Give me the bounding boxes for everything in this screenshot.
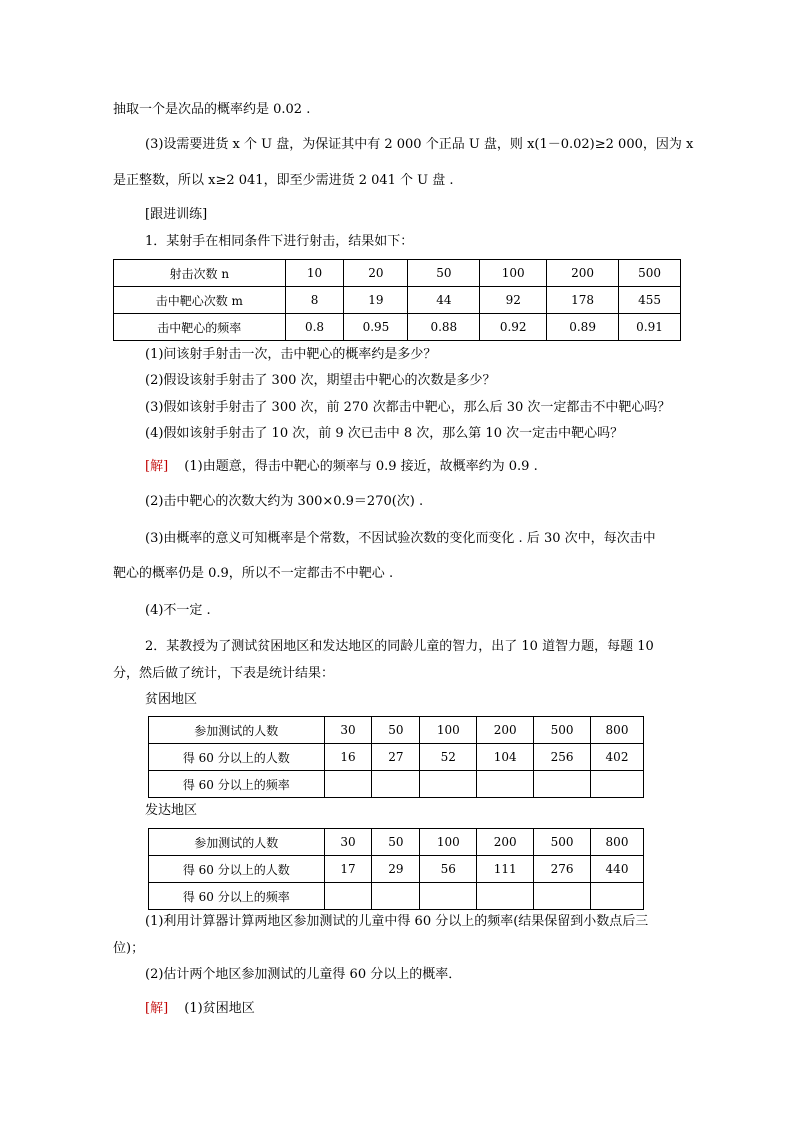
table-cell	[534, 771, 591, 798]
answer-tag: [解]	[145, 1001, 169, 1016]
table-cell	[324, 883, 372, 910]
table-cell: 800	[591, 717, 644, 744]
table-cell: 111	[477, 856, 534, 883]
table-cell	[420, 883, 477, 910]
table-cell	[534, 883, 591, 910]
table-cell: 500	[619, 260, 681, 287]
table-cell: 440	[591, 856, 644, 883]
table-cell	[372, 771, 420, 798]
table-cell	[477, 883, 534, 910]
question-1: (1)问该射手射击一次，击中靶心的概率约是多少？	[145, 347, 437, 362]
problem-2: 2．某教授为了测试贫困地区和发达地区的同龄儿童的智力，出了 10 道智力题，每题 10	[145, 639, 654, 654]
table-cell	[372, 883, 420, 910]
answer-tag: [解]	[145, 459, 169, 474]
table-cell	[420, 771, 477, 798]
question-3: (3)假如该射手射击了 300 次，前 270 次都击中靶心，那么后 30 次一定都击不中靶心吗？	[145, 400, 671, 415]
answer-text: (1)由题意，得击中靶心的频率与 0.9 接近，故概率约为 0.9 .	[184, 459, 538, 474]
row-header-cell: 得 60 分以上的频率	[149, 771, 325, 798]
table-row	[114, 260, 681, 287]
row-header-cell: 击中靶心次数 m	[114, 287, 286, 314]
table-cell: 200	[477, 717, 534, 744]
region-label-developed: 发达地区	[145, 803, 198, 818]
table-cell: 20	[344, 260, 408, 287]
table-cell: 19	[344, 287, 408, 314]
table-cell: 100	[480, 260, 547, 287]
question-4: (4)假如该射手射击了 10 次，前 9 次已击中 8 次，那么第 10 次一定击中靶心吗？	[145, 426, 624, 441]
question-2-1: (1)利用计算器计算两地区参加测试的儿童中得 60 分以上的频率(结果保留到小数点后三	[145, 914, 649, 929]
answer-last	[145, 1000, 255, 1018]
table-cell: 800	[591, 829, 644, 856]
answer-2: (2)击中靶心的次数大约为 300×0.9＝270(次) .	[145, 494, 424, 509]
table-cell: 50	[408, 260, 480, 287]
table-cell: 200	[547, 260, 619, 287]
problem-2-cont: 分，然后做了统计，下表是统计结果：	[113, 666, 335, 681]
region-label-poor: 贫困地区	[145, 692, 198, 707]
row-header-cell: 参加测试的人数	[149, 829, 325, 856]
shooting-table	[113, 259, 681, 341]
row-header-cell: 射击次数 n	[114, 260, 286, 287]
table-cell: 30	[324, 717, 372, 744]
table-row	[114, 314, 681, 341]
table-row	[149, 829, 644, 856]
table-cell: 8	[285, 287, 344, 314]
table-cell: 0.88	[408, 314, 480, 341]
table-cell: 0.92	[480, 314, 547, 341]
table-cell: 92	[480, 287, 547, 314]
table-cell: 56	[420, 856, 477, 883]
table-row	[149, 771, 644, 798]
table-cell: 100	[420, 717, 477, 744]
table-cell: 402	[591, 744, 644, 771]
answer-text: (1)贫困地区	[184, 1001, 255, 1016]
text-line: (3)设需要进货 x 个 U 盘，为保证其中有 2 000 个正品 U 盘，则 x(1－0.02)≥2 000，因为 x	[145, 137, 694, 152]
row-header-cell: 得 60 分以上的频率	[149, 883, 325, 910]
row-header-cell: 得 60 分以上的人数	[149, 856, 325, 883]
row-header-cell: 参加测试的人数	[149, 717, 325, 744]
table-cell: 0.8	[285, 314, 344, 341]
table-cell: 256	[534, 744, 591, 771]
table-cell	[324, 771, 372, 798]
poor-region-table	[148, 716, 644, 798]
table-cell: 0.89	[547, 314, 619, 341]
table-cell	[591, 771, 644, 798]
table-cell: 0.91	[619, 314, 681, 341]
table-cell: 0.95	[344, 314, 408, 341]
question-2: (2)假设该射手射击了 300 次，期望击中靶心的次数是多少？	[145, 373, 496, 388]
table-cell: 27	[372, 744, 420, 771]
table-cell: 44	[408, 287, 480, 314]
table-cell: 50	[372, 717, 420, 744]
table-cell: 104	[477, 744, 534, 771]
answer-3-cont: 靶心的概率仍是 0.9，所以不一定都击不中靶心 .	[113, 566, 394, 581]
table-row	[149, 717, 644, 744]
table-cell: 100	[420, 829, 477, 856]
table-cell	[591, 883, 644, 910]
question-2-1-cont: 位)；	[113, 941, 145, 956]
table-row	[149, 856, 644, 883]
table-row	[149, 883, 644, 910]
problem-statement: 1．某射手在相同条件下进行射击，结果如下：	[145, 234, 414, 249]
answer-4: (4)不一定 .	[145, 603, 211, 618]
answer-3: (3)由概率的意义可知概率是个常数，不因试验次数的变化而变化 . 后 30 次中，每次击中	[145, 531, 656, 546]
table-row	[149, 744, 644, 771]
table-cell: 17	[324, 856, 372, 883]
row-header-cell: 得 60 分以上的人数	[149, 744, 325, 771]
table-cell: 178	[547, 287, 619, 314]
section-heading: [跟进训练]	[145, 207, 208, 222]
table-cell: 10	[285, 260, 344, 287]
table-cell: 29	[372, 856, 420, 883]
table-row	[114, 287, 681, 314]
table-cell	[477, 771, 534, 798]
text-line: 抽取一个是次品的概率约是 0.02 .	[113, 102, 311, 117]
table-cell: 276	[534, 856, 591, 883]
developed-region-table	[148, 828, 644, 910]
table-cell: 500	[534, 829, 591, 856]
table-cell: 500	[534, 717, 591, 744]
table-cell: 455	[619, 287, 681, 314]
table-cell: 50	[372, 829, 420, 856]
table-cell: 30	[324, 829, 372, 856]
text-line: 是正整数，所以 x≥2 041，即至少需进货 2 041 个 U 盘 .	[113, 173, 454, 188]
answer-1	[145, 458, 538, 476]
question-2-2: (2)估计两个地区参加测试的儿童得 60 分以上的概率．	[145, 967, 462, 982]
table-cell: 16	[324, 744, 372, 771]
table-cell: 200	[477, 829, 534, 856]
table-cell: 52	[420, 744, 477, 771]
row-header-cell: 击中靶心的频率	[114, 314, 286, 341]
